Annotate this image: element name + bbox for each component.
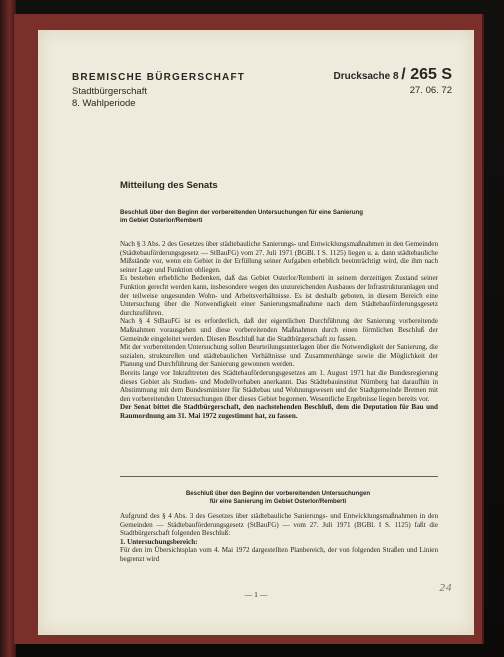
subject-line-1: Beschluß über den Beginn der vorbereitenden Untersuchungen für eine Sanierung [120,209,364,216]
header-left [72,72,245,110]
document-subject [120,209,430,226]
resolution-title-line-1: Beschluß über den Beginn der vorbereitenden Untersuchungen [185,490,371,497]
resolution-title [138,490,418,506]
drucksache-prefix: Drucksache 8 [333,71,399,82]
handwritten-note: 24 [439,583,452,594]
document-page [38,30,474,635]
resolution-body [120,512,438,564]
body-paragraph: Bereits lange vor Inkrafttreten des Städtebauförderungsgesetzes am 1. August 1971 hat die Bundesregierung dieses Gebiet als Studien- und Modellvorhaben anerkannt. Das Städtebauinstitut Nürnberg hat daraufhin in Abstimmung mit dem Bundesminister für Städtebau und Wohnungswesen und der Stadtgemeinde Bremen mit den vorbereitenden Untersuchungen über dieses Gebiet begonnen. Wesentliche Ergebnisse liegen bereits vor. [120,368,438,403]
section-divider [120,476,438,477]
page-number: — 1 — [244,590,268,599]
drucksache-number: / 265 S [401,66,452,83]
header-right [333,66,452,96]
drucksache-reference [333,66,452,84]
resolution-item-text: Für den im Übersichtsplan vom 4. Mai 1972 dargestellten Planbereich, der von folgenden Straßen und Linien begrenzt wird [120,546,438,563]
closing-request: Der Senat bittet die Stadtbürgerschaft, den nachstehenden Beschluß, dem die Deputation für Bau und Raumordnung am 31. Mai 1972 zugestimmt hat, zu fassen. [120,403,438,420]
resolution-title-line-2: für eine Sanierung im Gebiet Osterlor/Remberti [209,498,347,505]
resolution-item-heading: 1. Untersuchungsbereich: [120,537,198,546]
body-paragraph: Nach § 3 Abs. 2 des Gesetzes über städtebauliche Sanierungs- und Entwicklungsmaßnahmen in den Gemeinden (Städtebauförderungsgesetz — StBauFG) vom 27. Juli 1971 (BGBl. I S. 1125) liegen u. a. dann städtebauliche Mißstände vor, wenn ein Gebiet in der Erfüllung seiner Aufgaben erheblich beeinträchtigt wird, die ihm nach seiner Lage und Funktion obliegen. [120,240,438,274]
subject-line-2: im Gebiet Osterlor/Remberti [120,217,203,225]
document-date: 27. 06. 72 [409,85,452,96]
body-paragraph: Nach § 4 StBauFG ist es erforderlich, daß der eigentlichen Durchführung der Sanierung vorbereitende Maßnahmen vorausgehen und diese vorbereitenden Maßnahmen durch einen förmlichen Beschluß der Gemeinde eingeleitet werden. Diesen Beschluß hat die Stadtbürgerschaft zu fassen. [120,317,438,343]
document-title: Mitteilung des Senats [120,180,218,191]
resolution-paragraph: Aufgrund des § 4 Abs. 3 des Gesetzes über städtebauliche Sanierungs- und Entwicklungsmaßnahmen in den Gemeinden — Städtebauförderungsgesetz (StBauFG) — vom 27. Juli 1971 (BGBl. I S. 1125) faßt die Stadtbürgerschaft folgenden Beschluß: [120,512,438,538]
body-paragraph: Mit der vorbereitenden Untersuchung sollen Beurteilungsunterlagen über die Notwendigkeit der Sanierung, die sozialen, strukturellen und städtebaulichen Verhältnisse und Zusammenhänge sowie die Möglichkeit der Planung und Durchführung der Sanierung gewonnen werden. [120,343,438,369]
body-paragraph: Es bestehen erhebliche Bedenken, daß das Gebiet Osterlor/Remberti in seinem derzeitigen Zustand seiner Funktion gerecht werden kann, insbesondere wegen des unzureichenden Ausbaues der Infrastrukturanlagen und der teilweise ungesunden Wohn- und Arbeitsverhältnisse. Es ist deshalb geboten, in diesem Bereich eine Untersuchung über die Notwendigkeit einer Sanierungsmaßnahme nach dem Städtebauförderungsgesetz durchzuführen. [120,274,438,317]
document-body [120,240,438,420]
legislative-period: 8. Wahlperiode [72,98,136,109]
parliament-name: BREMISCHE BÜRGERSCHAFT [72,72,246,83]
chamber-name: Stadtbürgerschaft [72,86,147,97]
